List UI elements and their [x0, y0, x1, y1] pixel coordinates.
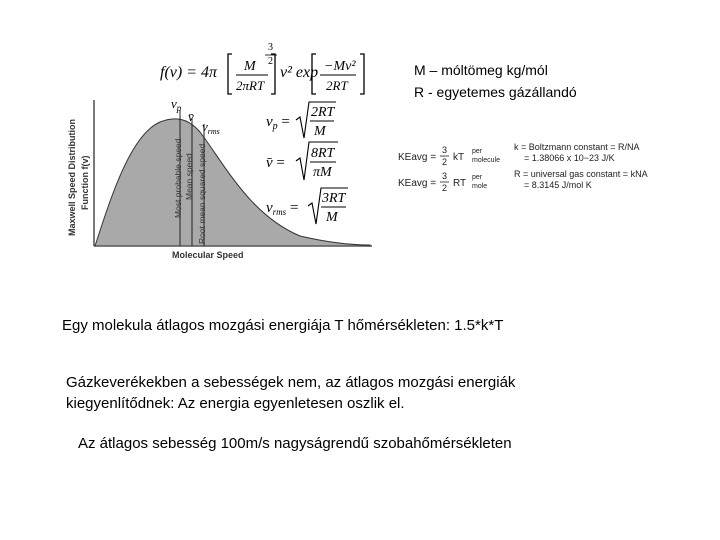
legend-m: M – móltömeg kg/mól: [414, 62, 548, 78]
formula-exp-2: 2: [268, 56, 273, 67]
formula-frac2-den: 2RT: [326, 78, 348, 93]
ke-row2-num: 3: [442, 171, 448, 181]
maxwell-formula: [160, 42, 364, 94]
vrms-formula-lhs: $v_{rms}$ =: [266, 200, 299, 217]
ke-row2-den: 2: [442, 183, 448, 193]
ke-row1-num: 3: [442, 145, 448, 155]
vp-formula-lhs: $v_p$ =: [266, 114, 290, 132]
ke-row2-lhs: KEavg =: [398, 178, 437, 189]
formula-frac1-num: M: [244, 59, 256, 74]
vrms-formula-den: M: [326, 210, 338, 225]
y-axis-label-2: Function f(v): [80, 155, 90, 210]
vp-formula-num: 2RT: [311, 105, 335, 120]
ke-row2-var: RT: [453, 178, 467, 189]
y-axis-label-1: Maxwell Speed Distribution: [67, 118, 77, 236]
ke-row1-den: 2: [442, 157, 448, 167]
line-label-most-probable: Most probable speed: [173, 138, 183, 218]
r-constant-line2: = 8.3145 J/mol K: [524, 180, 592, 190]
vmean-formula-lhs: v̄ =: [266, 155, 285, 171]
text-line-1: Egy molekula átlagos mozgási energiája T hőmérsékleten: 1.5*k*T: [62, 317, 504, 334]
vmean-formula-den: πM: [313, 165, 332, 180]
ke-row1-unit-2: molecule: [472, 157, 501, 164]
ke-block: [398, 142, 648, 193]
legend-r: R - egyetemes gázállandó: [414, 84, 577, 100]
text-line-3: Az átlagos sebesség 100m/s nagyságrendű szobahőmérsékleten: [78, 435, 512, 452]
k-constant-line1: k = Boltzmann constant = R/NA: [514, 142, 640, 152]
ke-row2-unit-1: per: [472, 174, 483, 181]
ke-row2-unit-2: mole: [472, 183, 488, 190]
vmean-formula-num: 8RT: [311, 146, 335, 161]
peak-label-vp: $v_p$: [171, 96, 182, 113]
ke-row1-unit-1: per: [472, 148, 483, 155]
vp-formula-den: M: [314, 124, 326, 139]
distribution-curve: [95, 119, 370, 246]
text-line-2a: Gázkeverékekben a sebességek nem, az átlagos mozgási energiák: [66, 374, 516, 391]
text-line-2b: kiegyenlítődnek: Az energia egyenletesen oszlik el.: [66, 395, 405, 412]
formula-lhs: f(v) = 4π: [160, 64, 218, 81]
x-axis-label: Molecular Speed: [172, 250, 244, 260]
r-constant-line1: R = universal gas constant = kNA: [514, 169, 648, 179]
ke-row1-var: kT: [453, 152, 465, 163]
formula-frac2-num: −Mv²: [324, 59, 356, 74]
formula-v2-exp: v² exp: [280, 64, 319, 81]
peak-label-vrms: $v_{rms}$: [202, 119, 220, 136]
formula-exp-3: 3: [268, 42, 273, 53]
speed-formulas: [266, 102, 348, 225]
formula-frac1-den: 2πRT: [236, 78, 265, 93]
peak-label-vmean: v̄: [188, 109, 194, 124]
line-label-mean: Mean speed: [184, 153, 194, 200]
ke-row1-lhs: KEavg =: [398, 152, 437, 163]
vrms-formula-num: 3RT: [322, 191, 346, 206]
line-label-rms: Root mean squared speed: [197, 143, 207, 244]
k-constant-line2: = 1.38066 x 10−23 J/K: [524, 153, 615, 163]
